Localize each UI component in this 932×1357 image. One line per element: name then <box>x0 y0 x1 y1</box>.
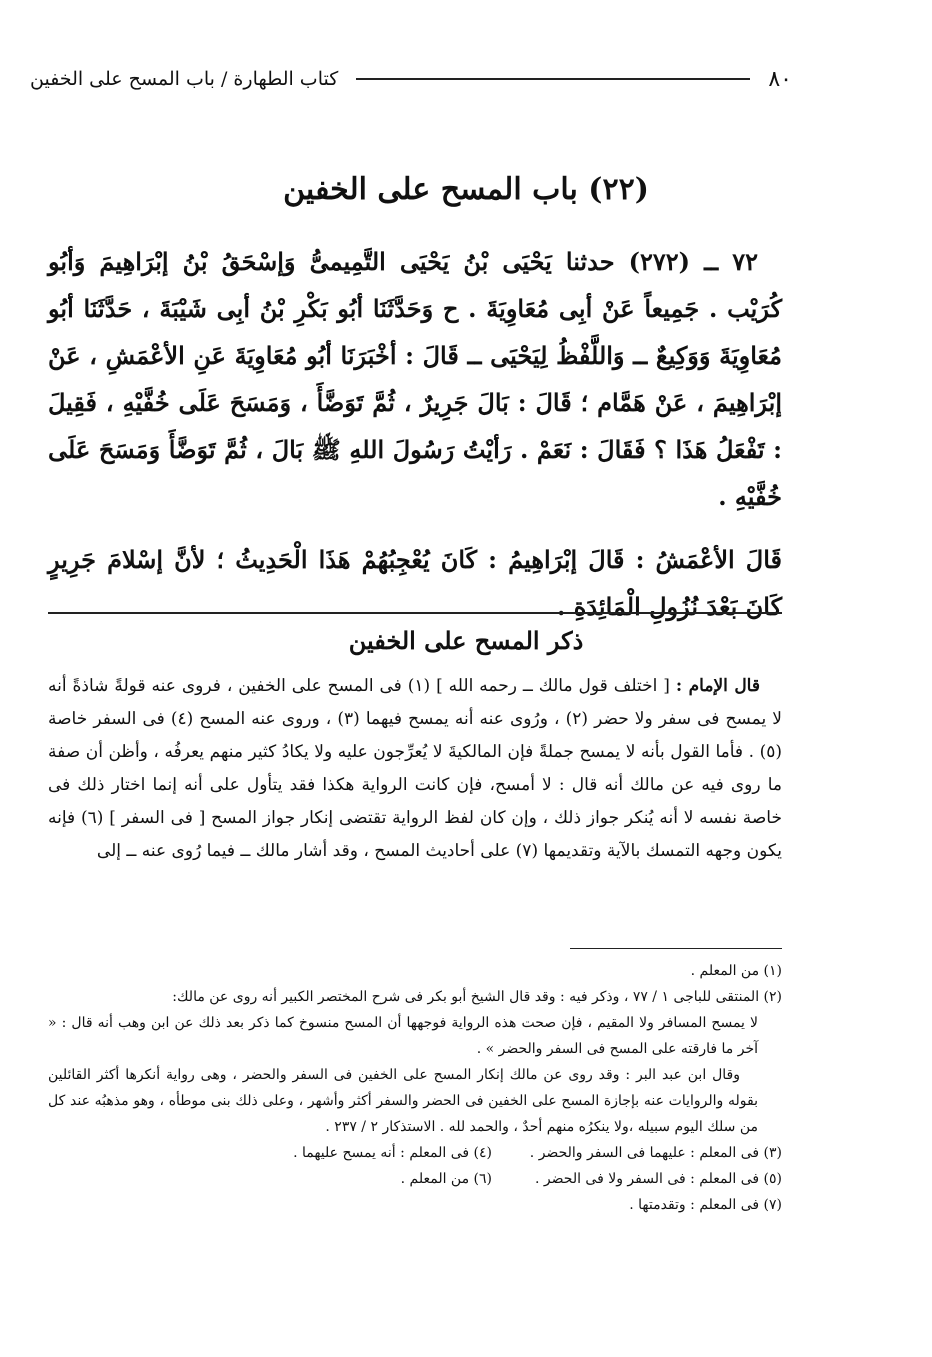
hadith-paragraph-2: قَالَ الأعْمَشُ : قَالَ إبْرَاهِيمُ : كَانَ يُعْجِبُهُمْ هَذَا الْحَدِيثُ ؛ لأنَّ إسْلامَ جَرِيرٍ كَانَ بَعْدَ نُزُولِ الْمَائِدَةِ . <box>48 545 782 621</box>
header-rule <box>356 78 750 80</box>
footnote-6: (٦) من المعلم . <box>400 1171 492 1187</box>
commentary-body: [ اختلف قول مالك ــ رحمه الله ] (١) فى المسح على الخفين ، فروى عنه قولةً شاذةً أنه لا يمسح فى سفر ولا حضر (٢) ، ورُوى عنه أنه يمسح فيهما (٣) ، وروى عنه المسح (٤) فى السفر خاصة (٥) . فأما القول بأنه لا يمسح جملةً فإن المالكيةَ لا يُعرِّجون عليه ولا يكادُ كثير منهم يعرفُه ، وأظن أن صفة ما روى فيه عن مالك أنه قال : لا أمسح، فإن كانت الرواية هكذا فقد يتأول على أنه إنما اختار ذلك فى خاصة نفسه لا أنه يُنكر جواز ذلك ، وإن كان لفظ الرواية تقتضى إنكار جواز المسح [ فى السفر ] (٦) فإنه يكون وجهه التمسك بالآية وتقديمها (٧) على أحاديث المسح ، وقد أشار مالك ــ فيما رُوى عنه ــ إلى <box>48 676 782 861</box>
chapter-title: (٢٢) باب المسح على الخفين <box>283 172 649 207</box>
footnote-7: (٧) فى المعلم : وتقدمتها . <box>629 1197 782 1213</box>
commentary-paragraph <box>48 670 782 868</box>
footnote-divider <box>570 948 782 949</box>
footnote-2: (٢) المنتقى للباجى ١ / ٧٧ ، وذكر فيه : وقد قال الشيخ أبو بكر فى شرح المختصر الكبير أنه روى عن مالك: <box>172 989 782 1005</box>
footnote-3: (٣) فى المعلم : عليهما فى السفر والحضر . <box>529 1145 782 1161</box>
hadith-text <box>48 238 782 630</box>
footnote-row-5-6 <box>48 1166 782 1192</box>
hadith-paragraph-1: ٧٢ ــ (٢٧٢) حدثنا يَحْيَى بْنُ يَحْيَى التَّمِيمىُّ وَإسْحَقُ بْنُ إبْرَاهِيمَ وَأبُو كُرَيْب . جَمِيعاً عَنْ أبِى مُعَاوِيَةَ . ح وَحَدَّثَنَا أبُو بَكْرِ بْنُ أبِى شَيْبَةَ ، حَدَّثَنَا أبُو مُعَاوِيَةَ وَوَكِيعٌ ــ وَاللَّفْظُ لِيَحْيَى ــ قَالَ : أخْبَرَنَا أبُو مُعَاوِيَةَ عَنِ الأعْمَشِ ، عَنْ إبْرَاهِيمَ ، عَنْ هَمَّام ؛ قَالَ : بَالَ جَرِيرٌ ، ثُمَّ تَوَضَّأَ ، وَمَسَحَ عَلَى خُفَّيْهِ ، فَقِيلَ : تَفْعَلُ هَذَا ؟ فَقَالَ : نَعَمْ . رَأيْتُ رَسُولَ اللهِ ﷺ بَالَ ، ثُمَّ تَوَضَّأَ وَمَسَحَ عَلَى خُفَّيْهِ . <box>48 247 782 511</box>
footnote-2-continuation: لا يمسح المسافر ولا المقيم ، فإن صحت هذه الرواية فوجهها أن المسح منسوخ كما ذكر بعد ذلك عن ابن وهب أنه قال : « آخر ما فارقته على المسح فى السفر والحضر » . <box>48 1015 758 1057</box>
footnotes <box>48 958 782 1218</box>
commentary-text <box>48 670 782 868</box>
running-title: كتاب الطهارة / باب المسح على الخفين <box>30 68 339 90</box>
footnote-row-3-4 <box>48 1140 782 1166</box>
footnote-1: (١) من المعلم . <box>690 963 782 979</box>
commentary-title: ذكر المسح على الخفين <box>348 626 584 655</box>
footnote-2-quote: وقال ابن عبد البر : وقد روى عن مالك إنكار المسح على الخفين فى السفر والحضر ، وهى رواية أنكرها أكثر القائلين بقوله والروايات عنه بإجازة المسح على الخفين فى الحضر والسفر أكثر وأشهر ، وعلى ذلك بنى موطأه ، وهو مذهبُه عند كل من سلك اليوم سبيله ،ولا ينكرُه منهم أحدٌ ، والحمد لله . الاستذكار ٢ / ٢٣٧ . <box>48 1067 758 1135</box>
section-divider <box>48 612 782 614</box>
footnote-5: (٥) فى المعلم : فى السفر ولا فى الحضر . <box>535 1171 782 1187</box>
running-header <box>30 62 792 96</box>
page-number: ٨٠ <box>768 66 792 92</box>
commentary-lead: قال الإمام : <box>675 676 760 696</box>
footnote-4: (٤) فى المعلم : أنه يمسح عليهما . <box>293 1145 492 1161</box>
